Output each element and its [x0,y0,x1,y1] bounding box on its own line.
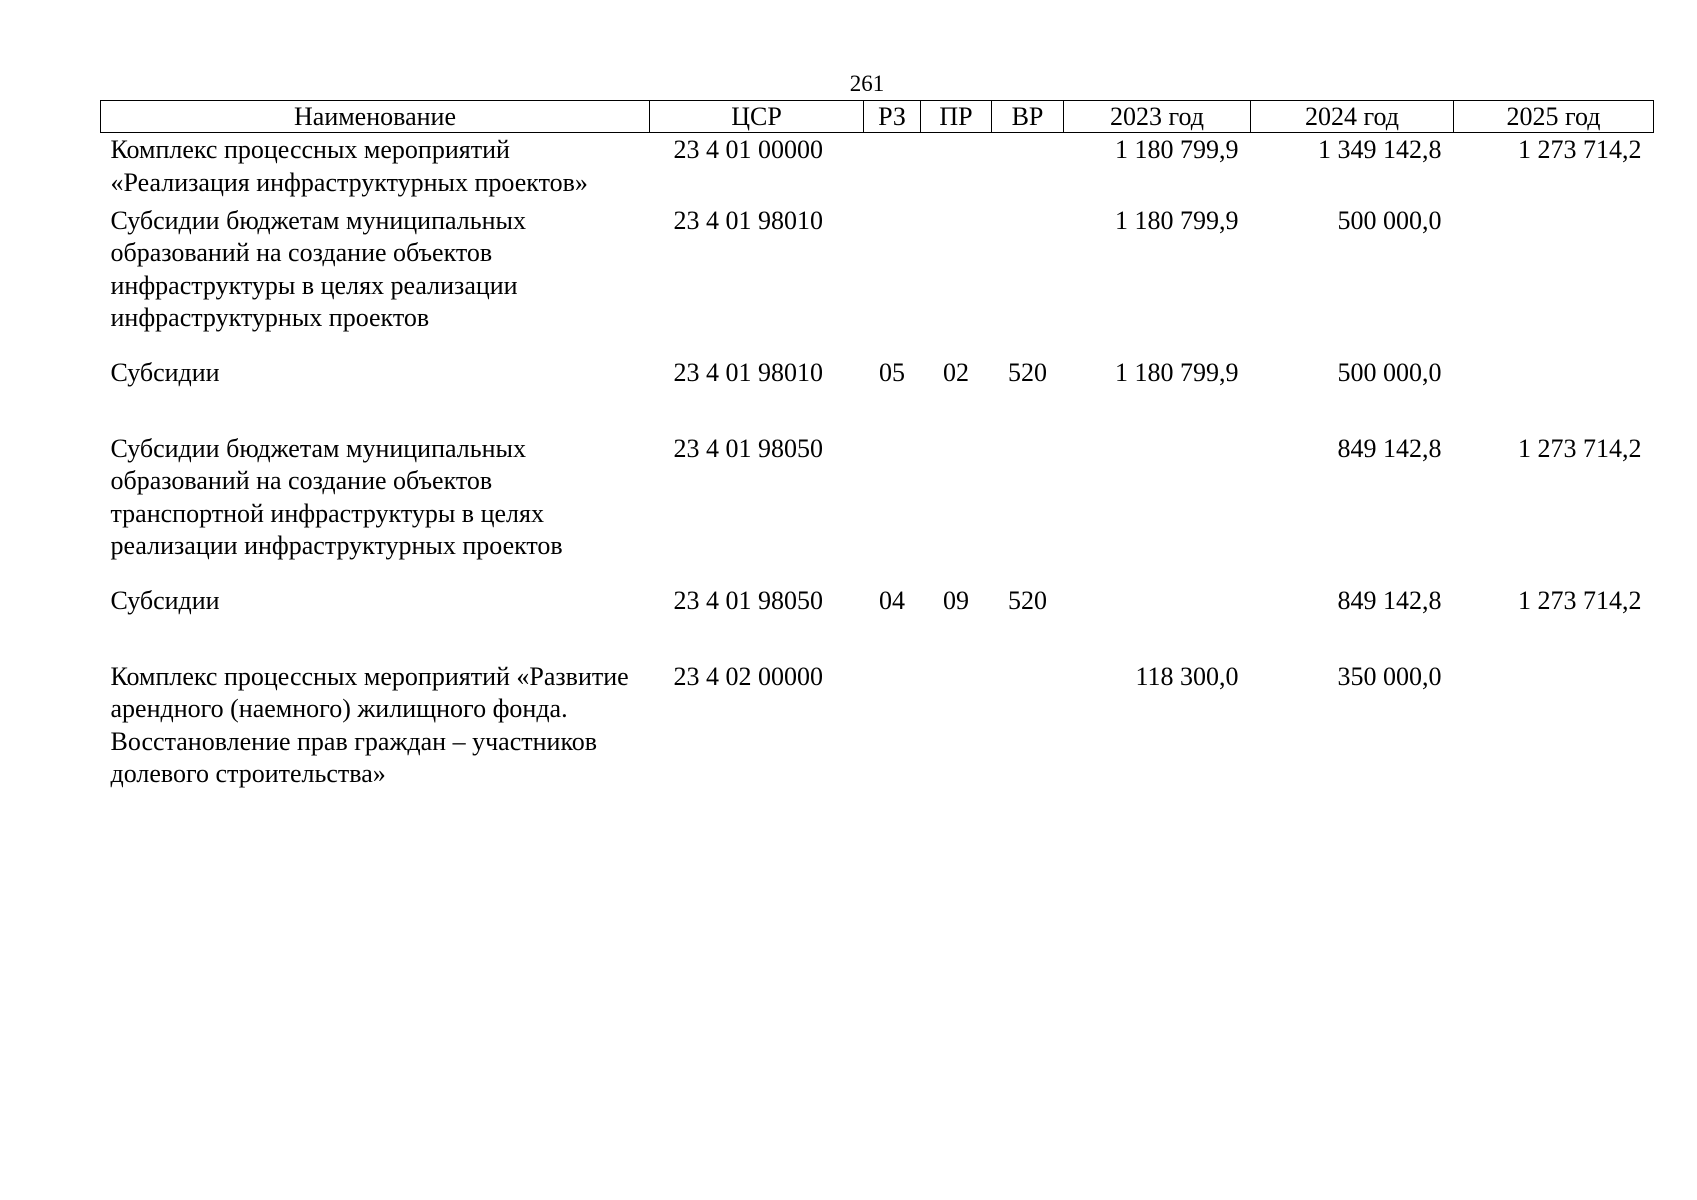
header-pr: ПР [921,101,992,133]
row-2024: 849 142,8 [1337,433,1442,463]
row-2023 [1064,433,1251,585]
table-row [101,133,1654,205]
row-csr: 23 4 01 98050 [673,433,823,463]
row-vr [992,661,1064,801]
row-pr [921,133,992,205]
row-rz [864,205,921,357]
row-vr: 520 [1008,357,1047,387]
table-header-row [101,101,1654,133]
row-pr: 02 [943,357,969,387]
row-name: Субсидии бюджетам муниципальных образований на создание объектов инфраструктуры в целях реализации инфраструктурных проектов [110,205,526,332]
row-pr [921,661,992,801]
row-2024: 500 000,0 [1337,205,1442,235]
row-2025: 1 273 714,2 [1518,585,1642,615]
row-2023 [1064,585,1251,661]
row-rz [864,433,921,585]
page-number: 261 [849,71,885,96]
row-2023: 1 180 799,9 [1115,205,1239,235]
row-rz [864,661,921,801]
row-2025 [1454,661,1654,801]
row-csr: 23 4 01 00000 [673,135,823,164]
header-2024: 2024 год [1251,101,1454,133]
row-name: Субсидии [110,585,220,615]
row-csr: 23 4 01 98050 [673,585,823,615]
row-vr: 520 [1008,585,1047,615]
row-pr: 09 [943,585,969,615]
table-row [101,585,1654,661]
row-name: Комплекс процессных мероприятий «Реализация инфраструктурных проектов» [110,135,588,197]
row-pr [921,433,992,585]
row-2025: 1 273 714,2 [1518,433,1642,463]
row-rz [864,133,921,205]
row-vr [992,205,1064,357]
table-row [101,661,1654,801]
header-2023: 2023 год [1064,101,1251,133]
table-row [101,433,1654,585]
row-2024: 849 142,8 [1337,585,1442,615]
header-name: Наименование [101,101,650,133]
row-vr [992,433,1064,585]
row-2023: 1 180 799,9 [1115,357,1239,387]
row-2023: 118 300,0 [1135,661,1239,691]
row-name: Субсидии бюджетам муниципальных образований на создание объектов транспортной инфраструктуры в целях реализации инфраструктурных проектов [110,433,563,560]
row-rz: 05 [879,357,905,387]
row-2023: 1 180 799,9 [1115,135,1239,164]
header-2025: 2025 год [1454,101,1654,133]
table-row [101,357,1654,433]
header-csr: ЦСР [650,101,864,133]
row-2025 [1454,205,1654,357]
header-vr: ВР [992,101,1064,133]
row-2024: 500 000,0 [1337,357,1442,387]
row-2025: 1 273 714,2 [1518,135,1642,164]
row-pr [921,205,992,357]
row-csr: 23 4 02 00000 [673,661,823,691]
row-2024: 350 000,0 [1337,661,1442,691]
budget-table [100,100,1654,801]
row-name: Субсидии [110,357,220,387]
table-row [101,205,1654,357]
row-csr: 23 4 01 98010 [673,357,823,387]
row-rz: 04 [879,585,905,615]
header-rz: РЗ [864,101,921,133]
row-2024: 1 349 142,8 [1318,135,1442,164]
row-2025 [1454,357,1654,433]
row-vr [992,133,1064,205]
row-csr: 23 4 01 98010 [673,205,823,235]
row-name: Комплекс процессных мероприятий «Развитие арендного (наемного) жилищного фонда. Восстановление прав граждан – участников долевого строительства» [110,661,629,788]
